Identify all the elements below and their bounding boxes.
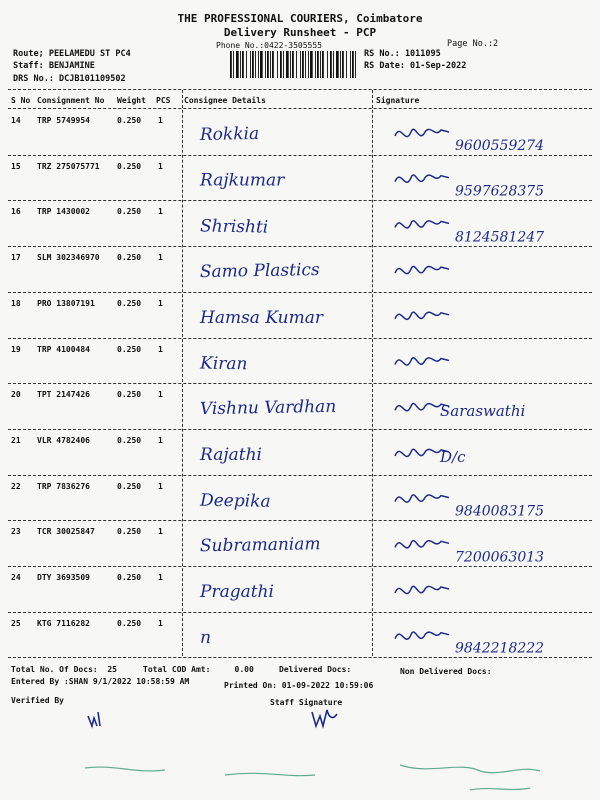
barcode-bar xyxy=(355,51,356,78)
signature-scribble xyxy=(395,632,449,639)
row-weight: 0.250 xyxy=(117,527,142,537)
signature-scribble xyxy=(395,221,449,228)
row-consignment-no: TRP 1430002 xyxy=(37,207,90,217)
barcode-bar xyxy=(315,51,316,78)
row-divider xyxy=(8,200,592,201)
barcode-bar xyxy=(255,51,256,78)
barcode-bar xyxy=(342,51,344,78)
stray-ink xyxy=(85,765,540,790)
route-label: Route; PEELAMEDU ST PC4 xyxy=(13,49,131,59)
row-pcs: 1 xyxy=(158,573,163,582)
signature-text-handwritten: D/c xyxy=(440,447,466,466)
signature-scribble xyxy=(395,541,449,548)
row-divider xyxy=(8,383,592,384)
col-header-sno: S No xyxy=(11,96,31,105)
row-weight: 0.250 xyxy=(117,618,142,628)
barcode-bar xyxy=(310,51,313,78)
row-consignment-no: TRZ 275075771 xyxy=(37,161,100,171)
barcode-bar xyxy=(320,51,321,78)
delivered-docs: Delivered Docs: xyxy=(279,665,352,674)
barcode-image xyxy=(230,51,356,78)
barcode-bar xyxy=(265,51,266,78)
row-weight: 0.250 xyxy=(117,116,142,125)
row-consignment-no: TRP 4100484 xyxy=(37,344,90,354)
row-consignment-no: PRO 13807191 xyxy=(37,298,95,308)
phone-number-handwritten: 9840083175 xyxy=(455,503,545,520)
consignee-name-handwritten: Rokkia xyxy=(199,123,260,145)
row-pcs: 1 xyxy=(158,116,163,125)
row-pcs: 1 xyxy=(158,481,163,491)
consignee-name-handwritten: Samo Plastics xyxy=(199,260,320,283)
row-divider xyxy=(8,338,592,339)
signature-text-handwritten: Saraswathi xyxy=(440,402,526,421)
consignee-name-handwritten: Rajkumar xyxy=(200,170,285,191)
signature-scribble xyxy=(395,266,449,273)
barcode-bar xyxy=(336,51,339,78)
row-divider xyxy=(8,520,592,521)
signature-scribble xyxy=(395,586,449,593)
row-weight: 0.250 xyxy=(117,573,142,582)
barcode-bar xyxy=(236,51,239,78)
barcode-bar xyxy=(233,51,234,78)
consignee-name-handwritten: Kiran xyxy=(199,353,248,375)
barcode-bar xyxy=(258,51,259,78)
row-weight: 0.250 xyxy=(117,161,142,171)
column-divider xyxy=(372,90,373,656)
row-sno: 22 xyxy=(11,481,21,491)
row-consignment-no: DTY 3693509 xyxy=(37,573,90,582)
col-header-signature: Signature xyxy=(376,96,420,105)
staff-signature xyxy=(312,710,337,726)
barcode-bar xyxy=(327,51,328,78)
barcode-bar xyxy=(350,51,351,78)
row-weight: 0.250 xyxy=(117,390,142,400)
barcode-bar xyxy=(280,51,282,78)
signature-scribble xyxy=(395,129,449,136)
row-pcs: 1 xyxy=(158,298,163,308)
phone-number-handwritten: 9597628375 xyxy=(455,183,545,200)
row-divider xyxy=(8,292,592,293)
row-divider xyxy=(8,566,592,567)
row-pcs: 1 xyxy=(158,344,163,354)
staff-signature-label: Staff Signature xyxy=(270,698,343,707)
row-consignment-no: VLR 4782406 xyxy=(37,435,90,445)
signature-scribble xyxy=(395,175,449,182)
barcode-bar xyxy=(300,51,301,78)
barcode-bar xyxy=(240,51,241,78)
row-weight: 0.250 xyxy=(117,481,142,491)
row-consignment-no: TRP 7836276 xyxy=(37,481,90,491)
row-consignment-no: TPT 2147426 xyxy=(37,390,90,400)
barcode-bar xyxy=(290,51,291,78)
barcode-bar xyxy=(317,51,319,78)
barcode-bar xyxy=(352,51,354,78)
col-header-consignee: Consignee Details xyxy=(184,96,266,105)
barcode-bar xyxy=(242,51,244,78)
row-sno: 15 xyxy=(11,161,21,171)
row-consignment-no: SLM 302346970 xyxy=(37,253,100,263)
consignee-name-handwritten: Rajathi xyxy=(200,444,262,465)
row-divider xyxy=(8,475,592,476)
row-sno: 16 xyxy=(11,207,21,217)
entered-by: Entered By :SHAN 9/1/2022 10:58:59 AM xyxy=(11,677,190,686)
row-divider xyxy=(8,429,592,430)
row-sno: 25 xyxy=(11,618,21,628)
phone-number: Phone No.:0422-3505555 xyxy=(216,41,322,50)
divider xyxy=(8,657,592,658)
row-weight: 0.250 xyxy=(117,207,142,217)
barcode-bar xyxy=(330,51,332,78)
barcode-bar xyxy=(252,51,254,78)
row-pcs: 1 xyxy=(158,618,163,628)
row-pcs: 1 xyxy=(158,161,163,171)
phone-number-handwritten: 7200063013 xyxy=(455,549,545,566)
row-weight: 0.250 xyxy=(117,298,142,308)
row-sno: 23 xyxy=(11,527,21,537)
barcode-bar xyxy=(267,51,269,78)
barcode-bar xyxy=(286,51,289,78)
row-divider xyxy=(8,246,592,247)
row-sno: 19 xyxy=(11,344,21,354)
phone-number-handwritten: 8124581247 xyxy=(455,229,545,246)
row-divider xyxy=(8,155,592,156)
col-header-weight: Weight xyxy=(117,96,146,105)
company-title: THE PROFESSIONAL COURIERS, Coimbatore xyxy=(177,12,423,25)
barcode-bar xyxy=(333,51,334,78)
signature-scribble xyxy=(395,312,449,319)
barcode-bar xyxy=(272,51,274,78)
barcode-bar xyxy=(308,51,309,78)
consignee-name-handwritten: Deepika xyxy=(199,490,271,512)
row-sno: 14 xyxy=(11,116,21,125)
barcode-bar xyxy=(302,51,304,78)
row-sno: 18 xyxy=(11,298,21,308)
page-number: Page No.:2 xyxy=(447,39,499,49)
row-sno: 20 xyxy=(11,390,21,400)
verified-signature xyxy=(88,712,100,726)
divider xyxy=(8,108,592,109)
barcode-bar xyxy=(305,51,306,78)
consignee-name-handwritten: Vishnu Vardhan xyxy=(199,396,337,420)
row-consignment-no: KTG 7116282 xyxy=(37,618,90,628)
row-sno: 24 xyxy=(11,573,21,582)
row-consignment-no: TRP 5749954 xyxy=(37,116,90,125)
signature-scribble xyxy=(395,495,449,502)
row-pcs: 1 xyxy=(158,527,163,537)
signature-scribble xyxy=(395,358,449,365)
phone-number-handwritten: 9842218222 xyxy=(455,640,545,657)
row-divider xyxy=(8,612,592,613)
row-sno: 17 xyxy=(11,253,21,263)
rs-date: RS Date: 01-Sep-2022 xyxy=(364,61,467,71)
barcode-bar xyxy=(260,51,263,78)
row-pcs: 1 xyxy=(158,253,163,263)
column-divider xyxy=(182,90,183,656)
col-header-consignment: Consignment No xyxy=(37,96,105,105)
runsheet-title: Delivery Runsheet - PCP xyxy=(223,26,377,39)
printed-on: Printed On: 01-09-2022 10:59:06 xyxy=(224,681,374,690)
row-consignment-no: TCR 30025847 xyxy=(37,527,95,537)
barcode-bar xyxy=(283,51,284,78)
phone-number-handwritten: 9600559274 xyxy=(455,138,545,154)
drs-number: DRS No.: DCJB101109502 xyxy=(13,74,126,84)
consignee-name-handwritten: Pragathi xyxy=(200,582,274,602)
staff-label: Staff: BENJAMINE xyxy=(13,61,95,71)
signature-scribble xyxy=(395,449,449,456)
consignee-name-handwritten: Hamsa Kumar xyxy=(200,307,324,328)
barcode-bar xyxy=(230,51,232,78)
row-sno: 21 xyxy=(11,435,21,445)
total-docs: Total No. Of Docs: 25 xyxy=(11,665,117,674)
barcode-bar xyxy=(250,51,251,78)
row-weight: 0.250 xyxy=(117,344,142,354)
barcode-bar xyxy=(277,51,278,78)
row-pcs: 1 xyxy=(158,390,163,400)
total-cod: Total COD Amt: 0.00 xyxy=(143,665,254,674)
barcode-bar xyxy=(340,51,341,78)
row-pcs: 1 xyxy=(158,435,163,445)
barcode-bar xyxy=(296,51,297,78)
divider xyxy=(8,89,592,90)
consignee-name-handwritten: Subramaniam xyxy=(199,534,321,557)
consignee-name-handwritten: n xyxy=(199,627,212,648)
barcode-bar xyxy=(292,51,294,78)
barcode-bar xyxy=(246,51,247,78)
barcode-bar xyxy=(270,51,271,78)
row-pcs: 1 xyxy=(158,207,163,217)
col-header-pcs: PCS xyxy=(156,96,171,105)
rs-number: RS No.: 1011095 xyxy=(364,49,441,59)
barcode-bar xyxy=(322,51,324,78)
verified-by-label: Verified By xyxy=(11,696,64,705)
consignee-name-handwritten: Shrishti xyxy=(199,216,269,238)
barcode-bar xyxy=(346,51,347,78)
row-weight: 0.250 xyxy=(117,253,142,263)
row-weight: 0.250 xyxy=(117,435,142,445)
signature-scribble xyxy=(395,404,449,411)
non-delivered-docs: Non Delivered Docs: xyxy=(400,667,492,676)
